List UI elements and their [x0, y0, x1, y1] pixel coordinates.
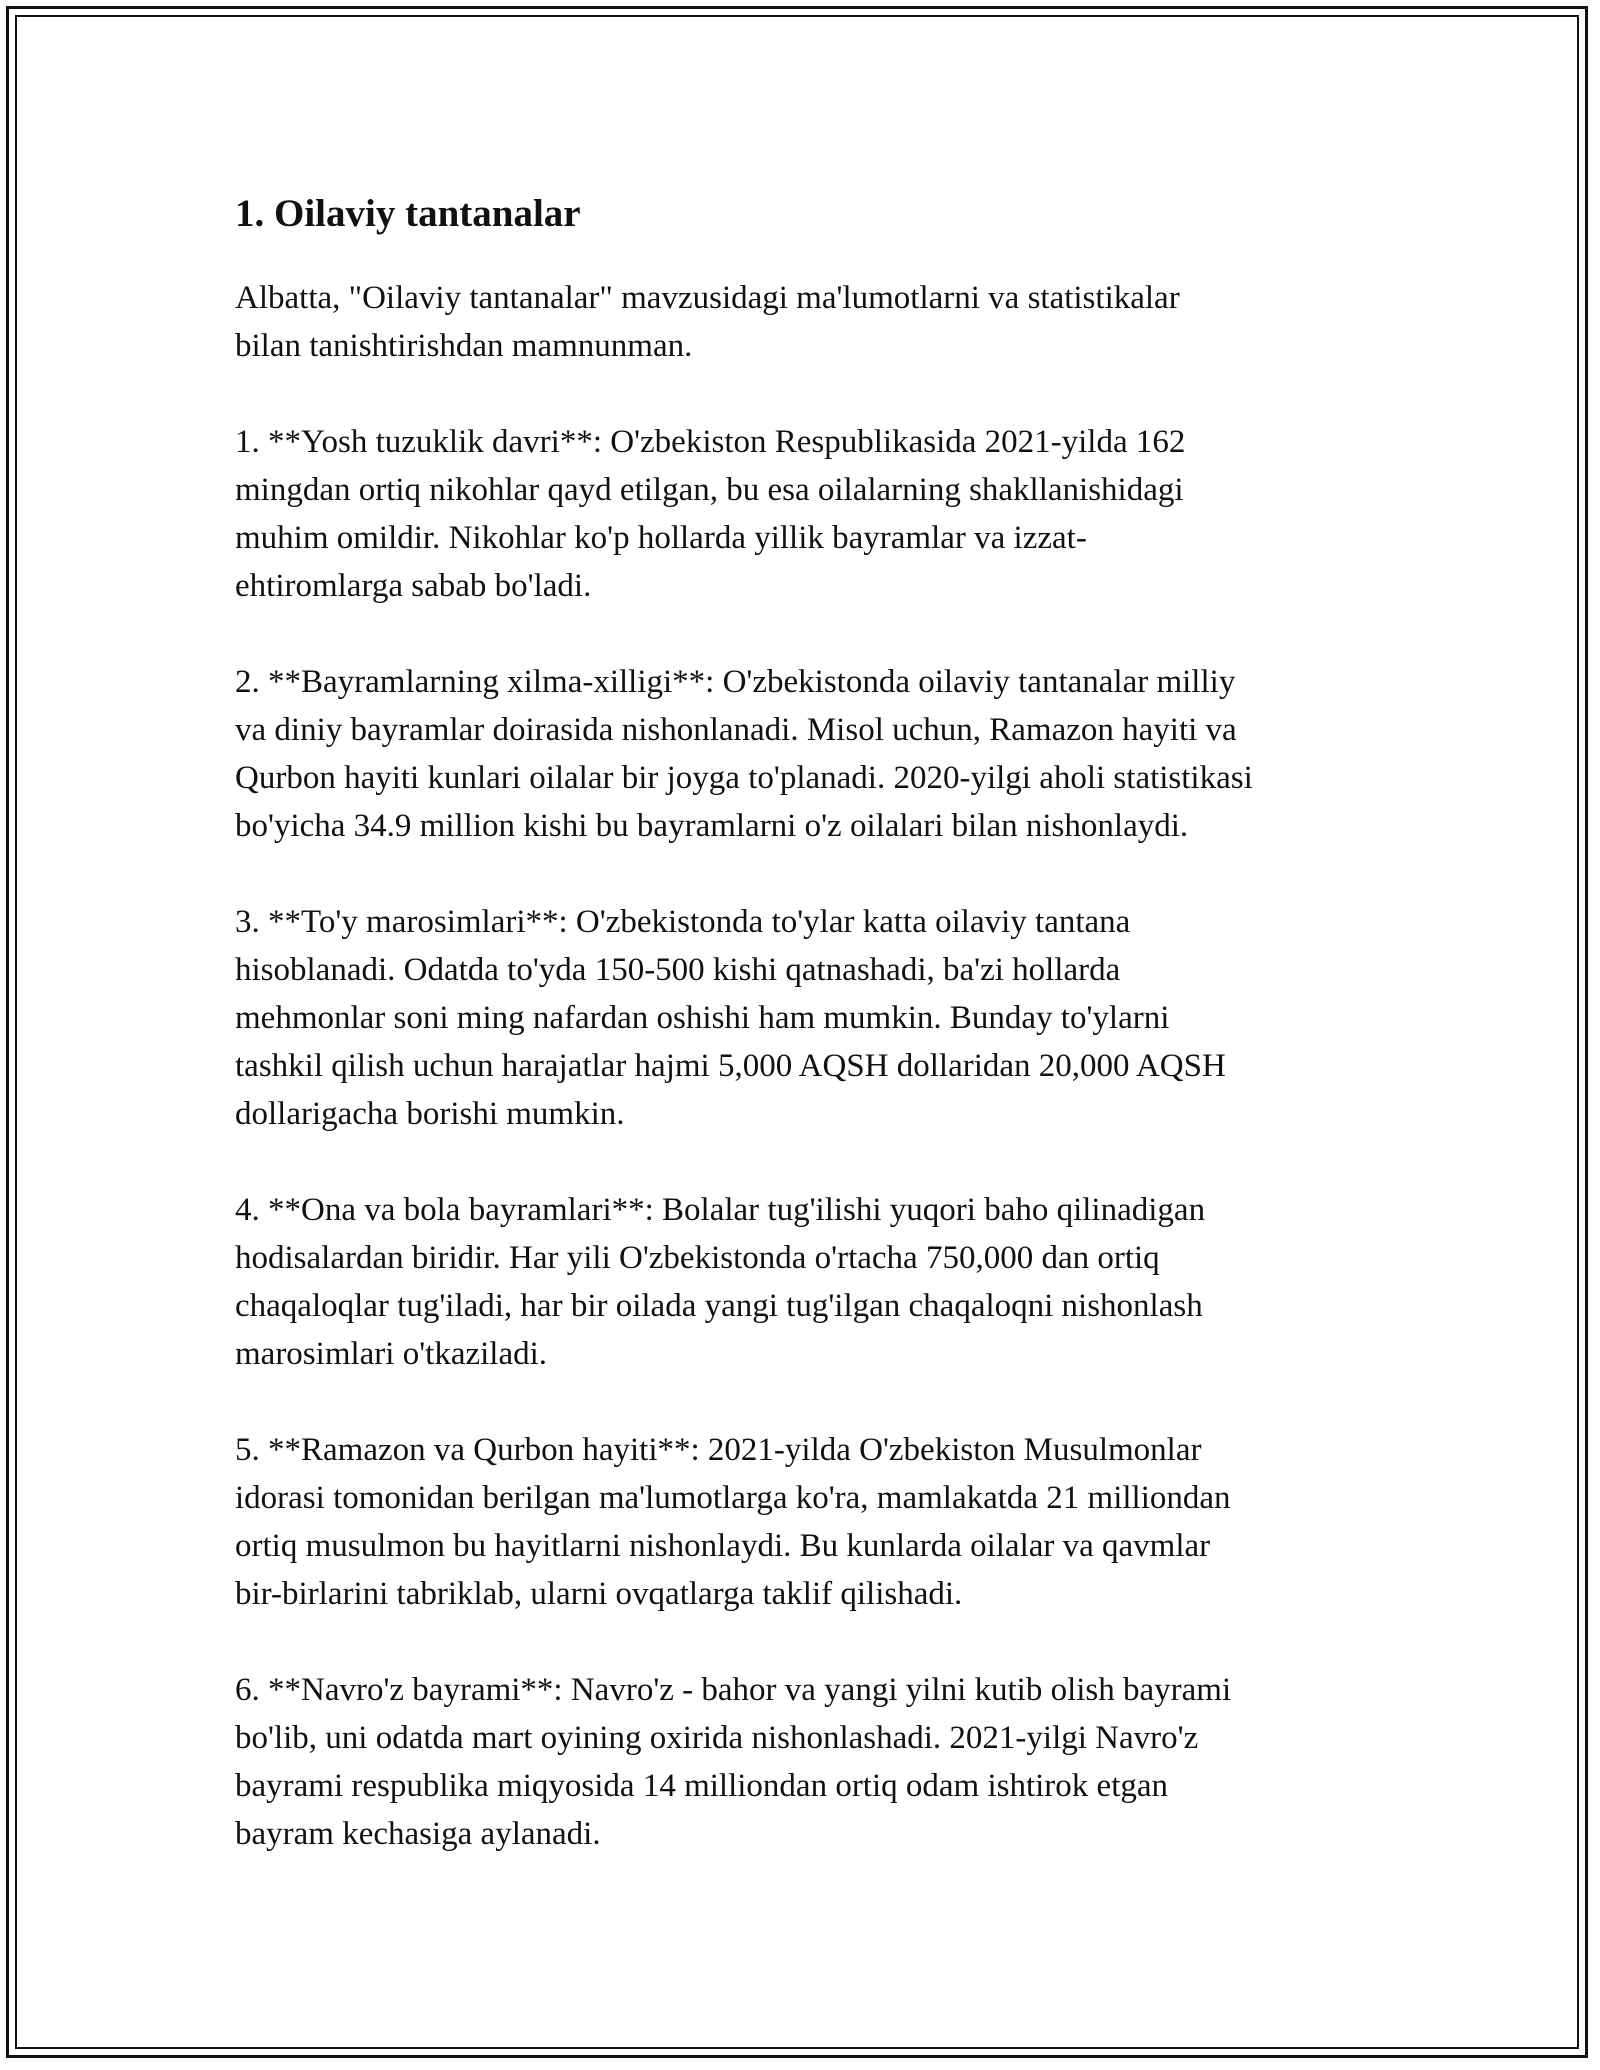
document-body — [235, 186, 1375, 1906]
intro-paragraph: Albatta, "Oilaviy tantanalar" mavzusidagi ma'lumotlarni va statistikalar bilan tanishtirishdan mamnunman. — [235, 280, 1180, 364]
section-paragraph-1: 1. **Yosh tuzuklik davri**: O'zbekiston Respublikasida 2021-yilda 162 mingdan ortiq nikohlar qayd etilgan, bu esa oilalarning shakllanishidagi muhim omildir. Nikohlar ko'p hollarda yillik bayramlar va izzat- ehtiromlarga sabab bo'ladi. — [235, 424, 1186, 604]
page-title: 1. Oilaviy tantanalar — [235, 192, 581, 235]
section-paragraph-4: 4. **Ona va bola bayramlari**: Bolalar tug'ilishi yuqori baho qilinadigan hodisalardan biridir. Har yili O'zbekistonda o'rtacha 750,000 dan ortiq chaqaloqlar tug'iladi, har bir oilada yangi tug'ilgan chaqaloqni nishonlash marosimlari o'tkaziladi. — [235, 1192, 1206, 1372]
section-paragraph-3: 3. **To'y marosimlari**: O'zbekistonda to'ylar katta oilaviy tantana hisoblanadi. Odatda to'yda 150-500 kishi qatnashadi, ba'zi hollarda mehmonlar soni ming nafardan oshishi ham mumkin. Bunday to'ylarni tashkil qilish uchun harajatlar hajmi 5,000 AQSH dollaridan 20,000 AQSH dollarigacha borishi mumkin. — [235, 904, 1226, 1132]
section-paragraph-5: 5. **Ramazon va Qurbon hayiti**: 2021-yilda O'zbekiston Musulmonlar idorasi tomonidan berilgan ma'lumotlarga ko'ra, mamlakatda 21 milliondan ortiq musulmon bu hayitlarni nishonlaydi. Bu kunlarda oilalar va qavmlar bir-birlarini tabriklab, ularni ovqatlarga taklif qilishadi. — [235, 1432, 1231, 1612]
section-paragraph-2: 2. **Bayramlarning xilma-xilligi**: O'zbekistonda oilaviy tantanalar milliy va diniy bayramlar doirasida nishonlanadi. Misol uchun, Ramazon hayiti va Qurbon hayiti kunlari oilalar bir joyga to'planadi. 2020-yilgi aholi statistikasi bo'yicha 34.9 million kishi bu bayramlarni o'z oilalari bilan nishonlaydi. — [235, 664, 1253, 844]
section-paragraph-6: 6. **Navro'z bayrami**: Navro'z - bahor va yangi yilni kutib olish bayrami bo'lib, uni odatda mart oyining oxirida nishonlashadi. 2021-yilgi Navro'z bayrami respublika miqyosida 14 milliondan ortiq odam ishtirok etgan bayram kechasiga aylanadi. — [235, 1672, 1232, 1852]
